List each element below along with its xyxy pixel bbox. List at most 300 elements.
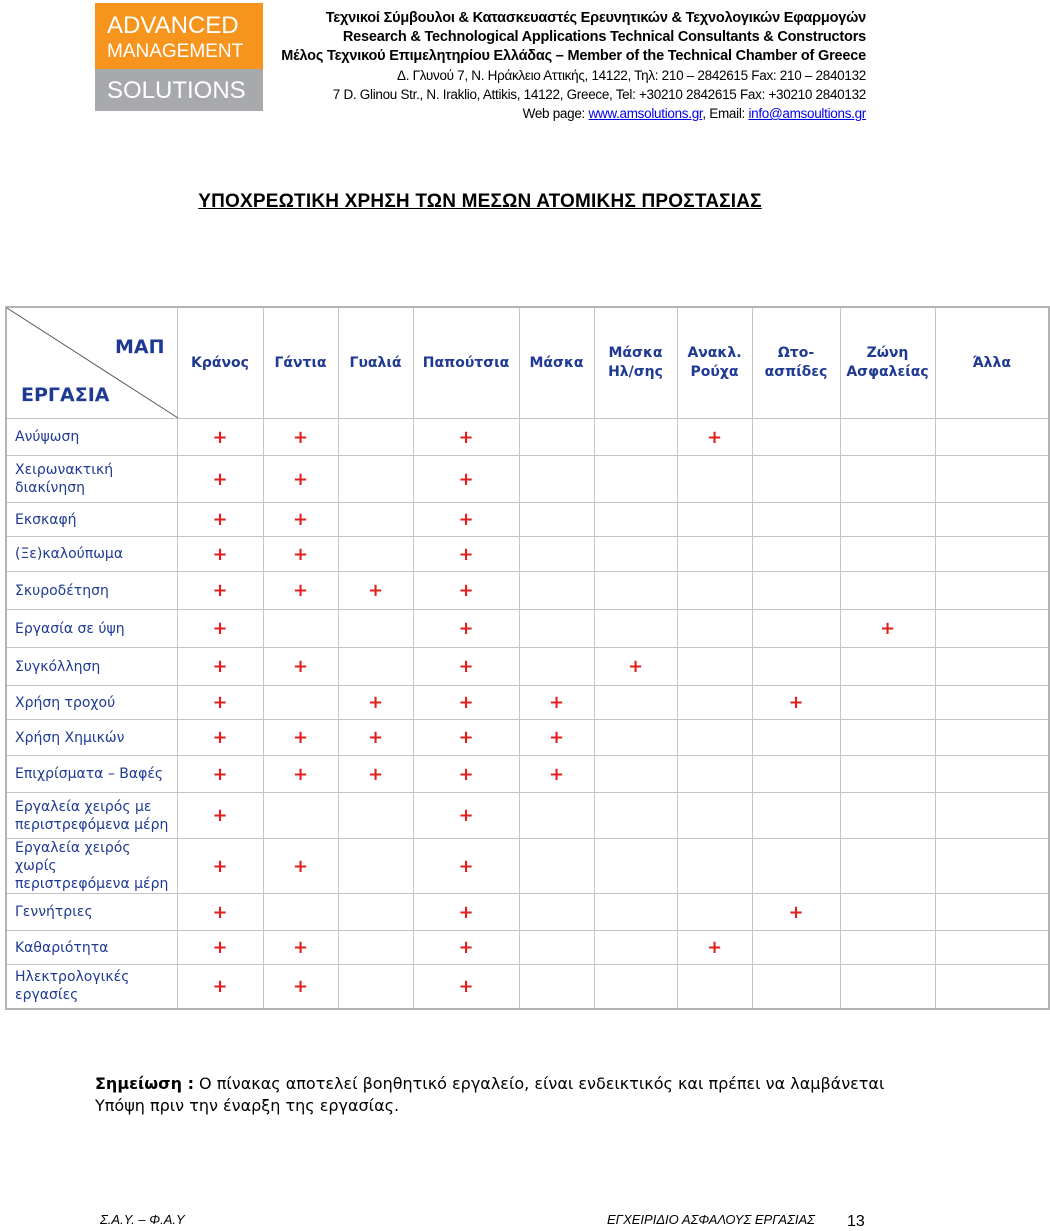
- ppe-requirement-cell: [752, 419, 840, 456]
- ppe-requirement-cell: [840, 756, 935, 793]
- work-activity-line: Χρήση Χημικών: [15, 729, 125, 746]
- work-activity-label: [6, 456, 177, 503]
- ppe-matrix-table: [5, 306, 1050, 1010]
- ppe-requirement-cell: [840, 894, 935, 931]
- ppe-requirement-cell: [177, 839, 263, 894]
- ppe-requirement-cell: [263, 793, 338, 839]
- required-mark: +: [292, 468, 309, 490]
- work-activity-label: [6, 503, 177, 537]
- required-mark: +: [292, 975, 309, 997]
- required-mark: +: [292, 426, 309, 448]
- work-activity-line: Γεννήτριες: [15, 904, 93, 920]
- work-activity-label: [6, 965, 177, 1009]
- required-mark: +: [212, 426, 228, 448]
- letterhead-address-gr: Δ. Γλυνού 7, Ν. Ηράκλειο Αττικής, 14122, Τηλ: 210 – 2842615 Fax: 210 – 2840132: [397, 68, 866, 83]
- required-mark: +: [367, 763, 384, 785]
- work-activity-line: Καθαριότητα: [15, 939, 109, 956]
- required-mark: +: [458, 763, 474, 785]
- work-activity-label: [6, 793, 177, 839]
- column-header-line: Ωτο-: [777, 345, 815, 361]
- column-header-line: Μάσκα: [608, 345, 663, 361]
- ppe-requirement-cell: [594, 931, 677, 965]
- ppe-requirement-cell: [519, 537, 594, 572]
- ppe-requirement-cell: [413, 537, 519, 572]
- work-activity-line: Εργασία σε ύψη: [15, 620, 125, 637]
- ppe-requirement-cell: [677, 720, 752, 756]
- ppe-requirement-cell: [338, 756, 413, 793]
- required-mark: +: [212, 618, 228, 639]
- required-mark: +: [879, 618, 896, 639]
- ppe-requirement-cell: [677, 456, 752, 503]
- ppe-requirement-cell: [263, 965, 338, 1009]
- work-activity-label: [6, 537, 177, 572]
- letterhead-contact: [270, 104, 866, 123]
- work-activity-line: Εργαλεία χειρός χωρίς: [15, 840, 131, 874]
- ppe-requirement-cell: [594, 965, 677, 1009]
- ppe-requirement-cell: [413, 720, 519, 756]
- logo-top-panel: [95, 3, 263, 69]
- column-header-line: Ηλ/σης: [608, 364, 663, 380]
- column-header: [594, 307, 677, 419]
- required-mark: +: [458, 855, 474, 877]
- page-number: 13: [847, 1213, 865, 1230]
- table-row: [6, 931, 1049, 965]
- letterhead-address-en: 7 D. Glinou Str., N. Iraklio, Attikis, 14122, Greece, Tel: +30210 2842615 Fax: +30210 2840132: [332, 87, 866, 102]
- required-mark: +: [458, 805, 474, 826]
- ppe-requirement-cell: [935, 720, 1049, 756]
- ppe-requirement-cell: [840, 686, 935, 720]
- ppe-requirement-cell: [752, 756, 840, 793]
- required-mark: +: [458, 426, 474, 448]
- ppe-requirement-cell: [263, 456, 338, 503]
- logo-line-advanced: ADVANCED: [107, 12, 239, 39]
- ppe-requirement-cell: [263, 756, 338, 793]
- ppe-requirement-cell: [677, 686, 752, 720]
- required-mark: +: [458, 975, 474, 997]
- required-mark: +: [706, 937, 723, 958]
- work-activity-label: [6, 931, 177, 965]
- required-mark: +: [458, 580, 474, 601]
- ppe-requirement-cell: [413, 839, 519, 894]
- ppe-requirement-cell: [677, 931, 752, 965]
- required-mark: +: [458, 509, 474, 530]
- column-header-line: Ζώνη: [866, 345, 909, 361]
- ppe-requirement-cell: [752, 572, 840, 610]
- ppe-requirement-cell: [263, 610, 338, 648]
- ppe-requirement-cell: [338, 572, 413, 610]
- work-activity-label: [6, 648, 177, 686]
- ppe-requirement-cell: [519, 572, 594, 610]
- ppe-requirement-cell: [752, 686, 840, 720]
- ppe-requirement-cell: [177, 419, 263, 456]
- table-row: [6, 503, 1049, 537]
- work-activity-label: [6, 686, 177, 720]
- column-header: [752, 307, 840, 419]
- ppe-requirement-cell: [519, 839, 594, 894]
- column-header-line: ασπίδες: [764, 364, 828, 380]
- required-mark: +: [548, 727, 565, 748]
- ppe-requirement-cell: [338, 793, 413, 839]
- required-mark: +: [212, 855, 228, 877]
- required-mark: +: [292, 656, 309, 677]
- column-header: [177, 307, 263, 419]
- required-mark: +: [458, 727, 474, 748]
- ppe-requirement-cell: [263, 648, 338, 686]
- column-header-line: Γάντια: [274, 354, 327, 371]
- ppe-requirement-cell: [519, 793, 594, 839]
- column-header: [413, 307, 519, 419]
- ppe-requirement-cell: [177, 894, 263, 931]
- required-mark: +: [292, 509, 309, 530]
- ppe-requirement-cell: [935, 610, 1049, 648]
- ppe-requirement-cell: [338, 839, 413, 894]
- work-activity-line: Χρήση τροχού: [15, 694, 116, 711]
- table-row: [6, 610, 1049, 648]
- work-activity-label: [6, 756, 177, 793]
- ppe-requirement-cell: [263, 720, 338, 756]
- ppe-requirement-cell: [519, 456, 594, 503]
- ppe-requirement-cell: [263, 537, 338, 572]
- ppe-requirement-cell: [519, 503, 594, 537]
- ppe-requirement-cell: [840, 537, 935, 572]
- ppe-requirement-cell: [519, 756, 594, 793]
- required-mark: +: [706, 426, 723, 448]
- table-row: [6, 756, 1049, 793]
- table-row: [6, 686, 1049, 720]
- required-mark: +: [212, 692, 228, 713]
- required-mark: +: [212, 509, 228, 530]
- ppe-requirement-cell: [413, 456, 519, 503]
- ppe-requirement-cell: [935, 756, 1049, 793]
- ppe-requirement-cell: [263, 686, 338, 720]
- ppe-requirement-cell: [413, 572, 519, 610]
- column-header: [840, 307, 935, 419]
- required-mark: +: [367, 580, 384, 601]
- column-header: [338, 307, 413, 419]
- ppe-requirement-cell: [519, 894, 594, 931]
- work-activity-line: διακίνηση: [15, 480, 85, 496]
- required-mark: +: [458, 656, 474, 677]
- ppe-requirement-cell: [413, 610, 519, 648]
- ppe-requirement-cell: [338, 720, 413, 756]
- ppe-requirement-cell: [677, 965, 752, 1009]
- ppe-requirement-cell: [177, 965, 263, 1009]
- note-label: Σημείωση :: [95, 1074, 194, 1093]
- work-activity-line: Ηλεκτρολογικές: [15, 969, 130, 986]
- ppe-requirement-cell: [413, 793, 519, 839]
- ppe-requirement-cell: [935, 793, 1049, 839]
- required-mark: +: [292, 763, 309, 785]
- ppe-requirement-cell: [594, 756, 677, 793]
- ppe-requirement-cell: [594, 793, 677, 839]
- email-label: , Email:: [702, 106, 749, 121]
- ppe-requirement-cell: [177, 648, 263, 686]
- ppe-requirement-cell: [519, 686, 594, 720]
- ppe-requirement-cell: [594, 839, 677, 894]
- ppe-requirement-cell: [677, 572, 752, 610]
- required-mark: +: [212, 656, 228, 677]
- ppe-requirement-cell: [519, 720, 594, 756]
- table-row: [6, 793, 1049, 839]
- required-mark: +: [212, 468, 228, 490]
- required-mark: +: [458, 468, 474, 490]
- ppe-requirement-cell: [263, 931, 338, 965]
- ppe-requirement-cell: [752, 720, 840, 756]
- ppe-requirement-cell: [840, 456, 935, 503]
- required-mark: +: [788, 692, 804, 713]
- ppe-requirement-cell: [752, 610, 840, 648]
- column-header-line: Γυαλιά: [349, 354, 402, 371]
- ppe-requirement-cell: [263, 894, 338, 931]
- required-mark: +: [212, 763, 228, 785]
- ppe-requirement-cell: [752, 894, 840, 931]
- ppe-requirement-cell: [752, 931, 840, 965]
- ppe-requirement-cell: [338, 537, 413, 572]
- required-mark: +: [212, 727, 228, 748]
- work-activity-line: περιστρεφόμενα μέρη: [15, 876, 169, 892]
- column-header-line: Ρούχα: [690, 364, 739, 380]
- ppe-requirement-cell: [677, 419, 752, 456]
- ppe-requirement-cell: [594, 648, 677, 686]
- ppe-requirement-cell: [338, 686, 413, 720]
- ppe-requirement-cell: [752, 648, 840, 686]
- required-mark: +: [458, 618, 474, 639]
- ppe-requirement-cell: [594, 894, 677, 931]
- ppe-requirement-cell: [935, 894, 1049, 931]
- table-row: [6, 720, 1049, 756]
- ppe-requirement-cell: [935, 965, 1049, 1009]
- ppe-requirement-cell: [594, 686, 677, 720]
- ppe-requirement-cell: [263, 839, 338, 894]
- page-title: ΥΠΟΧΡΕΩΤΙΚΗ ΧΡΗΣΗ ΤΩΝ ΜΕΣΩΝ ΑΤΟΜΙΚΗΣ ΠΡΟΣΤΑΣΙΑΣ: [198, 191, 762, 212]
- column-header: [519, 307, 594, 419]
- ppe-requirement-cell: [594, 419, 677, 456]
- ppe-requirement-cell: [677, 648, 752, 686]
- column-header-line: Ανακλ.: [687, 345, 742, 361]
- ppe-requirement-cell: [677, 503, 752, 537]
- ppe-requirement-cell: [177, 537, 263, 572]
- company-logo: [95, 3, 263, 111]
- ppe-requirement-cell: [519, 419, 594, 456]
- required-mark: +: [292, 855, 309, 877]
- table-row: [6, 537, 1049, 572]
- required-mark: +: [627, 656, 644, 677]
- ppe-requirement-cell: [840, 965, 935, 1009]
- email-link[interactable]: info@amsoultions.gr: [748, 106, 866, 121]
- ppe-requirement-cell: [935, 686, 1049, 720]
- ppe-requirement-cell: [338, 648, 413, 686]
- table-row: [6, 965, 1049, 1009]
- column-header: [935, 307, 1049, 419]
- ppe-requirement-cell: [177, 686, 263, 720]
- work-activity-label: [6, 419, 177, 456]
- required-mark: +: [458, 692, 474, 713]
- ppe-requirement-cell: [338, 931, 413, 965]
- work-activity-label: [6, 572, 177, 610]
- logo-line-management: MANAGEMENT: [107, 41, 244, 62]
- column-header: [263, 307, 338, 419]
- required-mark: +: [548, 763, 565, 785]
- column-header-line: Ασφαλείας: [846, 364, 929, 380]
- work-activity-line: Επιχρίσματα – Βαφές: [15, 766, 164, 782]
- work-activity-line: εργασίες: [15, 987, 79, 1004]
- ppe-requirement-cell: [177, 572, 263, 610]
- required-mark: +: [212, 901, 228, 923]
- table-row: [6, 456, 1049, 503]
- ppe-requirement-cell: [338, 965, 413, 1009]
- table-row: [6, 648, 1049, 686]
- ppe-requirement-cell: [177, 456, 263, 503]
- ppe-requirement-cell: [752, 503, 840, 537]
- ppe-requirement-cell: [413, 894, 519, 931]
- ppe-requirement-cell: [677, 894, 752, 931]
- ppe-requirement-cell: [413, 648, 519, 686]
- ppe-requirement-cell: [840, 720, 935, 756]
- ppe-requirement-cell: [677, 537, 752, 572]
- logo-line-solutions: SOLUTIONS: [107, 77, 246, 104]
- letterhead-line-2: Research & Technological Applications Technical Consultants & Constructors: [342, 29, 866, 45]
- ppe-requirement-cell: [594, 456, 677, 503]
- ppe-requirement-cell: [935, 648, 1049, 686]
- letterhead-line-3: Μέλος Τεχνικού Επιμελητηρίου Ελλάδας – Member of the Technical Chamber of Greece: [281, 48, 866, 64]
- ppe-requirement-cell: [752, 456, 840, 503]
- ppe-requirement-cell: [177, 720, 263, 756]
- letterhead-line-1: Τεχνικοί Σύμβουλοι & Κατασκευαστές Ερευνητικών & Τεχνολογικών Εφαρμογών: [325, 10, 866, 26]
- ppe-requirement-cell: [338, 419, 413, 456]
- ppe-requirement-cell: [413, 686, 519, 720]
- work-activity-label: [6, 894, 177, 931]
- ppe-requirement-cell: [519, 965, 594, 1009]
- ppe-requirement-cell: [338, 894, 413, 931]
- required-mark: +: [367, 727, 384, 748]
- ppe-requirement-cell: [338, 610, 413, 648]
- work-activity-label: [6, 839, 177, 894]
- ppe-requirement-cell: [677, 756, 752, 793]
- work-activity-line: Εργαλεία χειρός με: [15, 798, 152, 815]
- required-mark: +: [212, 975, 228, 997]
- corner-header-cell: [6, 307, 177, 419]
- work-activity-line: Εκσκαφή: [15, 511, 77, 528]
- required-mark: +: [548, 692, 565, 713]
- ppe-requirement-cell: [594, 720, 677, 756]
- required-mark: +: [292, 727, 309, 748]
- ppe-requirement-cell: [263, 572, 338, 610]
- ppe-requirement-cell: [338, 503, 413, 537]
- ppe-requirement-cell: [413, 419, 519, 456]
- required-mark: +: [292, 543, 309, 565]
- web-label: Web page:: [522, 106, 589, 121]
- ppe-requirement-cell: [413, 931, 519, 965]
- ppe-requirement-cell: [594, 572, 677, 610]
- column-header-line: Παπούτσια: [422, 354, 510, 371]
- ppe-requirement-cell: [752, 537, 840, 572]
- ppe-requirement-cell: [935, 456, 1049, 503]
- required-mark: +: [458, 901, 474, 923]
- required-mark: +: [292, 937, 309, 958]
- ppe-requirement-cell: [519, 931, 594, 965]
- table-row: [6, 839, 1049, 894]
- note-paragraph: [95, 1073, 885, 1117]
- ppe-requirement-cell: [840, 572, 935, 610]
- ppe-requirement-cell: [519, 648, 594, 686]
- ppe-requirement-cell: [263, 419, 338, 456]
- ppe-requirement-cell: [752, 965, 840, 1009]
- ppe-requirement-cell: [413, 756, 519, 793]
- ppe-requirement-cell: [840, 648, 935, 686]
- ppe-requirement-cell: [840, 503, 935, 537]
- ppe-requirement-cell: [752, 839, 840, 894]
- ppe-requirement-cell: [413, 503, 519, 537]
- note-text: Ο πίνακας αποτελεί βοηθητικό εργαλείο, είναι ενδεικτικός και πρέπει να λαμβάνεται Υπόψη πριν την έναρξη της εργασίας.: [95, 1074, 885, 1115]
- work-activity-line: Ανύψωση: [15, 429, 80, 445]
- table-row: [6, 894, 1049, 931]
- ppe-requirement-cell: [594, 537, 677, 572]
- ppe-requirement-cell: [935, 839, 1049, 894]
- table-header-row: [6, 307, 1049, 419]
- ppe-requirement-cell: [177, 793, 263, 839]
- ppe-requirement-cell: [519, 610, 594, 648]
- ppe-requirement-cell: [677, 610, 752, 648]
- ppe-requirement-cell: [177, 931, 263, 965]
- ppe-requirement-cell: [177, 756, 263, 793]
- ppe-requirement-cell: [840, 931, 935, 965]
- required-mark: +: [212, 805, 228, 826]
- ppe-requirement-cell: [840, 793, 935, 839]
- ppe-requirement-cell: [935, 537, 1049, 572]
- ppe-requirement-cell: [935, 419, 1049, 456]
- ppe-requirement-cell: [935, 572, 1049, 610]
- ppe-requirement-cell: [677, 839, 752, 894]
- work-activity-line: Χειρωνακτική: [15, 462, 114, 478]
- footer-right: ΕΓΧΕΙΡΙΔΙΟ ΑΣΦΑΛΟΥΣ ΕΡΓΑΣΙΑΣ: [607, 1212, 815, 1227]
- ppe-requirement-cell: [177, 610, 263, 648]
- required-mark: +: [212, 580, 228, 601]
- table-row: [6, 572, 1049, 610]
- ppe-header-label: ΜΑΠ: [114, 336, 165, 358]
- work-activity-label: [6, 610, 177, 648]
- required-mark: +: [458, 937, 474, 958]
- ppe-requirement-cell: [935, 503, 1049, 537]
- ppe-requirement-cell: [177, 503, 263, 537]
- footer-left: Σ.Α.Υ. – Φ.Α.Υ: [100, 1212, 185, 1227]
- required-mark: +: [212, 937, 228, 958]
- ppe-requirement-cell: [413, 965, 519, 1009]
- ppe-requirement-cell: [840, 610, 935, 648]
- ppe-requirement-cell: [338, 456, 413, 503]
- website-link[interactable]: www.amsolutions.gr: [588, 106, 703, 121]
- logo-bottom-panel: [95, 69, 263, 111]
- work-activity-line: Συγκόλληση: [15, 658, 101, 675]
- work-activity-label: [6, 720, 177, 756]
- work-activity-line: Σκυροδέτηση: [15, 582, 109, 599]
- ppe-requirement-cell: [840, 839, 935, 894]
- column-header-line: Κράνος: [191, 354, 249, 371]
- column-header-line: Μάσκα: [529, 354, 584, 371]
- ppe-requirement-cell: [594, 610, 677, 648]
- ppe-requirement-cell: [677, 793, 752, 839]
- work-header-label: ΕΡΓΑΣΙΑ: [21, 384, 110, 406]
- work-activity-line: (Ξε)καλούπωμα: [15, 546, 124, 562]
- column-header: [677, 307, 752, 419]
- ppe-requirement-cell: [840, 419, 935, 456]
- ppe-requirement-cell: [935, 931, 1049, 965]
- required-mark: +: [788, 901, 804, 923]
- column-header-line: Άλλα: [972, 354, 1011, 371]
- required-mark: +: [212, 543, 228, 565]
- table-row: [6, 419, 1049, 456]
- work-activity-line: περιστρεφόμενα μέρη: [15, 816, 169, 833]
- required-mark: +: [292, 580, 309, 601]
